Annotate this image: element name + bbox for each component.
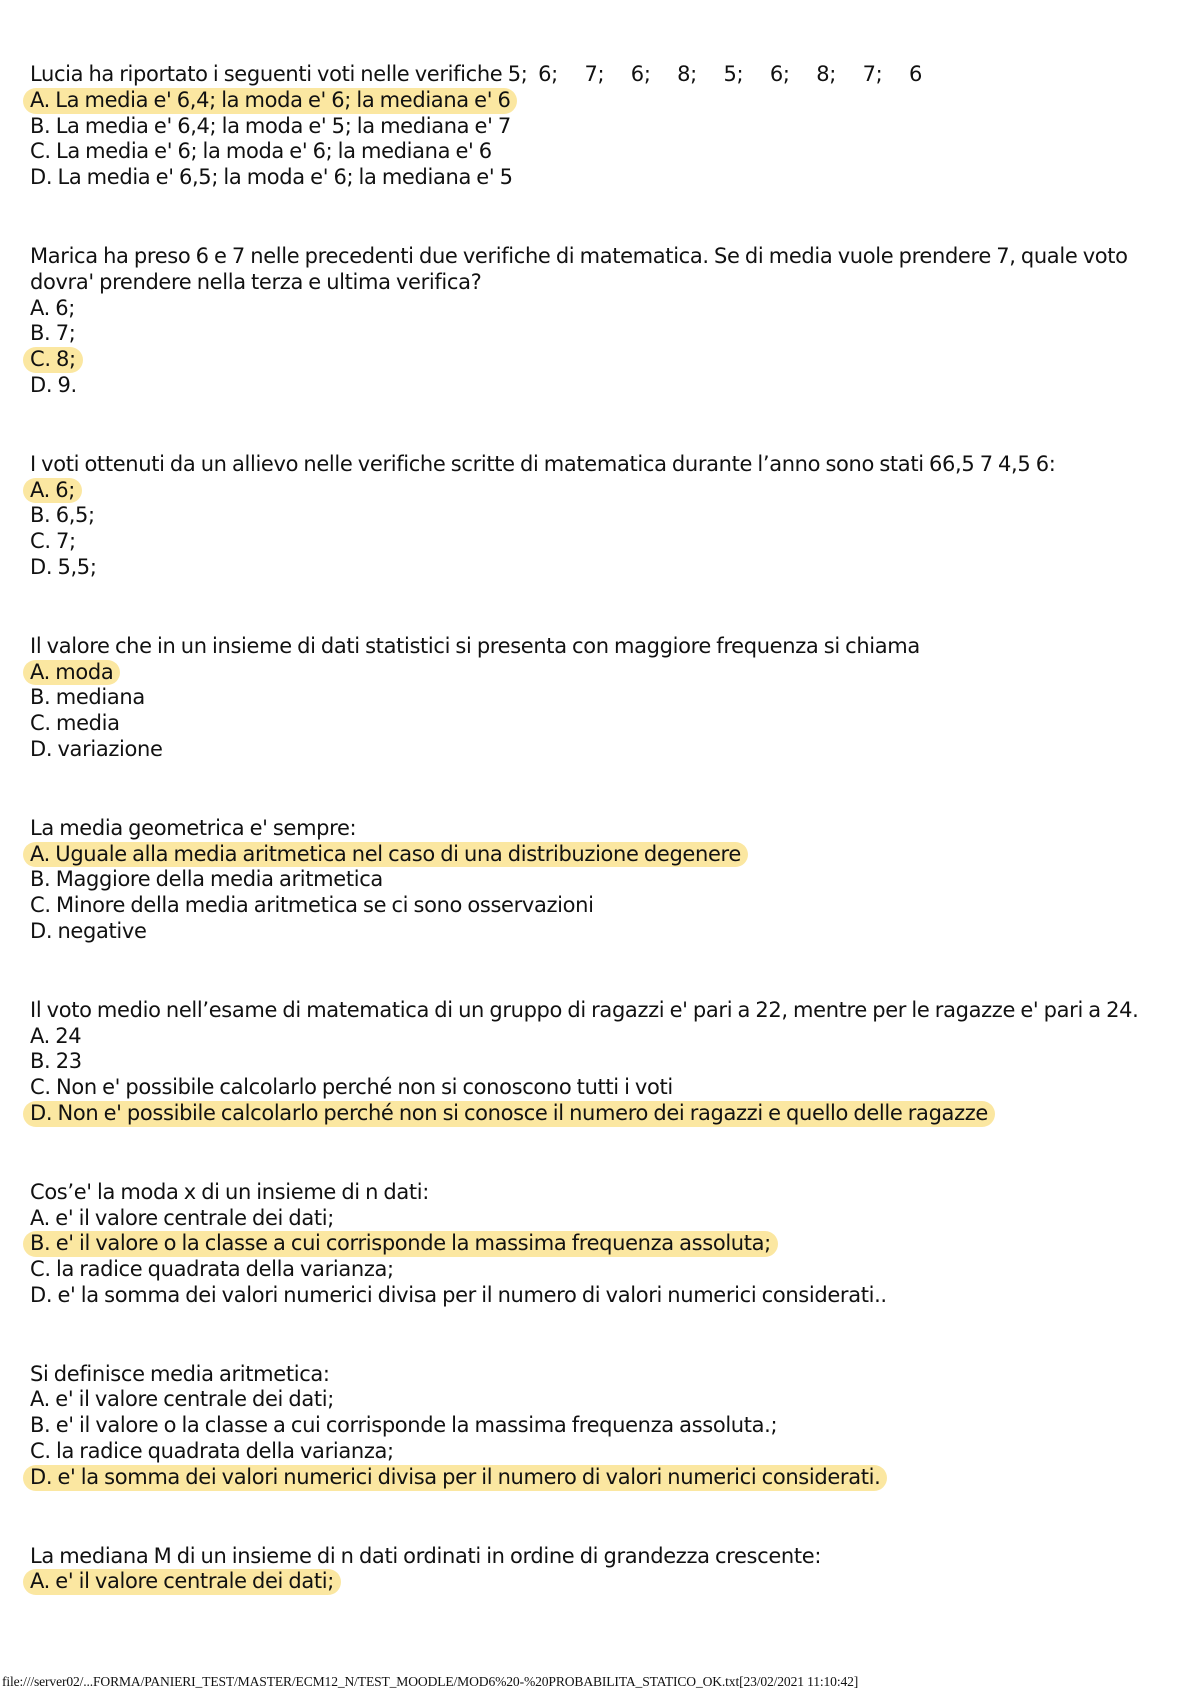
question-block <box>30 1180 1180 1309</box>
answer-option: D. 9. <box>30 372 77 397</box>
question-block <box>30 1544 1180 1596</box>
answer-option: A. e' il valore centrale dei dati; <box>30 1387 334 1412</box>
question-text: La mediana M di un insieme di n dati ordinati in ordine di grandezza crescente: <box>30 1543 822 1568</box>
question-text: I voti ottenuti da un allievo nelle verifiche scritte di matematica durante l’anno sono stati 66,5 7 4,5 6: <box>30 451 1056 476</box>
question-block <box>30 62 1180 191</box>
question-text: Il voto medio nell’esame di matematica di un gruppo di ragazzi e' pari a 22, mentre per le ragazze e' pari a 24. <box>30 997 1139 1022</box>
answer-option-highlighted: C. 8; <box>23 347 83 373</box>
question-block <box>30 816 1180 945</box>
answer-option: B. Maggiore della media aritmetica <box>30 867 383 892</box>
answer-option: C. media <box>30 711 120 736</box>
answer-option: D. La media e' 6,5; la moda e' 6; la mediana e' 5 <box>30 165 513 190</box>
answer-option: C. Minore della media aritmetica se ci sono osservazioni <box>30 893 594 918</box>
answer-option: C. 7; <box>30 529 76 554</box>
answer-option: C. la radice quadrata della varianza; <box>30 1257 394 1282</box>
answer-option: C. La media e' 6; la moda e' 6; la mediana e' 6 <box>30 139 492 164</box>
answer-option: B. mediana <box>30 685 145 710</box>
answer-option-highlighted: D. e' la somma dei valori numerici divisa per il numero di valori numerici considerati. <box>23 1465 887 1491</box>
answer-option-highlighted: A. 6; <box>23 478 82 504</box>
question-text: Il valore che in un insieme di dati statistici si presenta con maggiore frequenza si chiama <box>30 633 920 658</box>
question-block <box>30 1362 1180 1491</box>
answer-option: A. 6; <box>30 295 76 320</box>
answer-option-highlighted: D. Non e' possibile calcolarlo perché non si conosce il numero dei ragazzi e quello delle ragazze <box>23 1101 995 1127</box>
answer-option-highlighted: A. Uguale alla media aritmetica nel caso di una distribuzione degenere <box>23 842 748 868</box>
answer-option: A. e' il valore centrale dei dati; <box>30 1205 334 1230</box>
answer-option: C. la radice quadrata della varianza; <box>30 1439 394 1464</box>
answer-option: D. variazione <box>30 736 163 761</box>
question-block <box>30 634 1180 763</box>
document-page <box>30 62 1180 1648</box>
answer-option: D. e' la somma dei valori numerici divisa per il numero di valori numerici considerati.. <box>30 1282 887 1307</box>
answer-option: A. 24 <box>30 1023 82 1048</box>
answer-option-highlighted: A. e' il valore centrale dei dati; <box>23 1569 341 1595</box>
answer-option-highlighted: A. moda <box>23 660 120 686</box>
question-text: Cos’e' la moda x di un insieme di n dati: <box>30 1179 429 1204</box>
answer-option: B. 23 <box>30 1049 82 1074</box>
answer-option: B. La media e' 6,4; la moda e' 5; la mediana e' 7 <box>30 113 511 138</box>
file-path-footer: file:///server02/...FORMA/PANIERI_TEST/MASTER/ECM12_N/TEST_MOODLE/MOD6%20-%20PROBABILITA_STATICO_OK.txt[23/02/2021 11:10:42] <box>2 1674 859 1689</box>
question-text: La media geometrica e' sempre: <box>30 815 357 840</box>
answer-option: D. negative <box>30 918 147 943</box>
answer-option: B. e' il valore o la classe a cui corrisponde la massima frequenza assoluta.; <box>30 1413 778 1438</box>
question-block <box>30 244 1180 399</box>
question-block <box>30 452 1180 581</box>
question-text: Si definisce media aritmetica: <box>30 1361 330 1386</box>
answer-option: C. Non e' possibile calcolarlo perché non si conoscono tutti i voti <box>30 1075 673 1100</box>
answer-option: D. 5,5; <box>30 554 97 579</box>
answer-option: B. 7; <box>30 321 76 346</box>
answer-option-highlighted: B. e' il valore o la classe a cui corrisponde la massima frequenza assoluta; <box>23 1231 778 1257</box>
question-block <box>30 998 1180 1127</box>
question-text: Marica ha preso 6 e 7 nelle precedenti due verifiche di matematica. Se di media vuole prendere 7, quale voto dovra' prendere nella terza e ultima verifica? <box>30 243 1133 294</box>
question-text: Lucia ha riportato i seguenti voti nelle verifiche 5; 6; 7; 6; 8; 5; 6; 8; 7; 6 <box>30 62 922 86</box>
answer-option-highlighted: A. La media e' 6,4; la moda e' 6; la mediana e' 6 <box>23 88 517 114</box>
answer-option: B. 6,5; <box>30 503 95 528</box>
